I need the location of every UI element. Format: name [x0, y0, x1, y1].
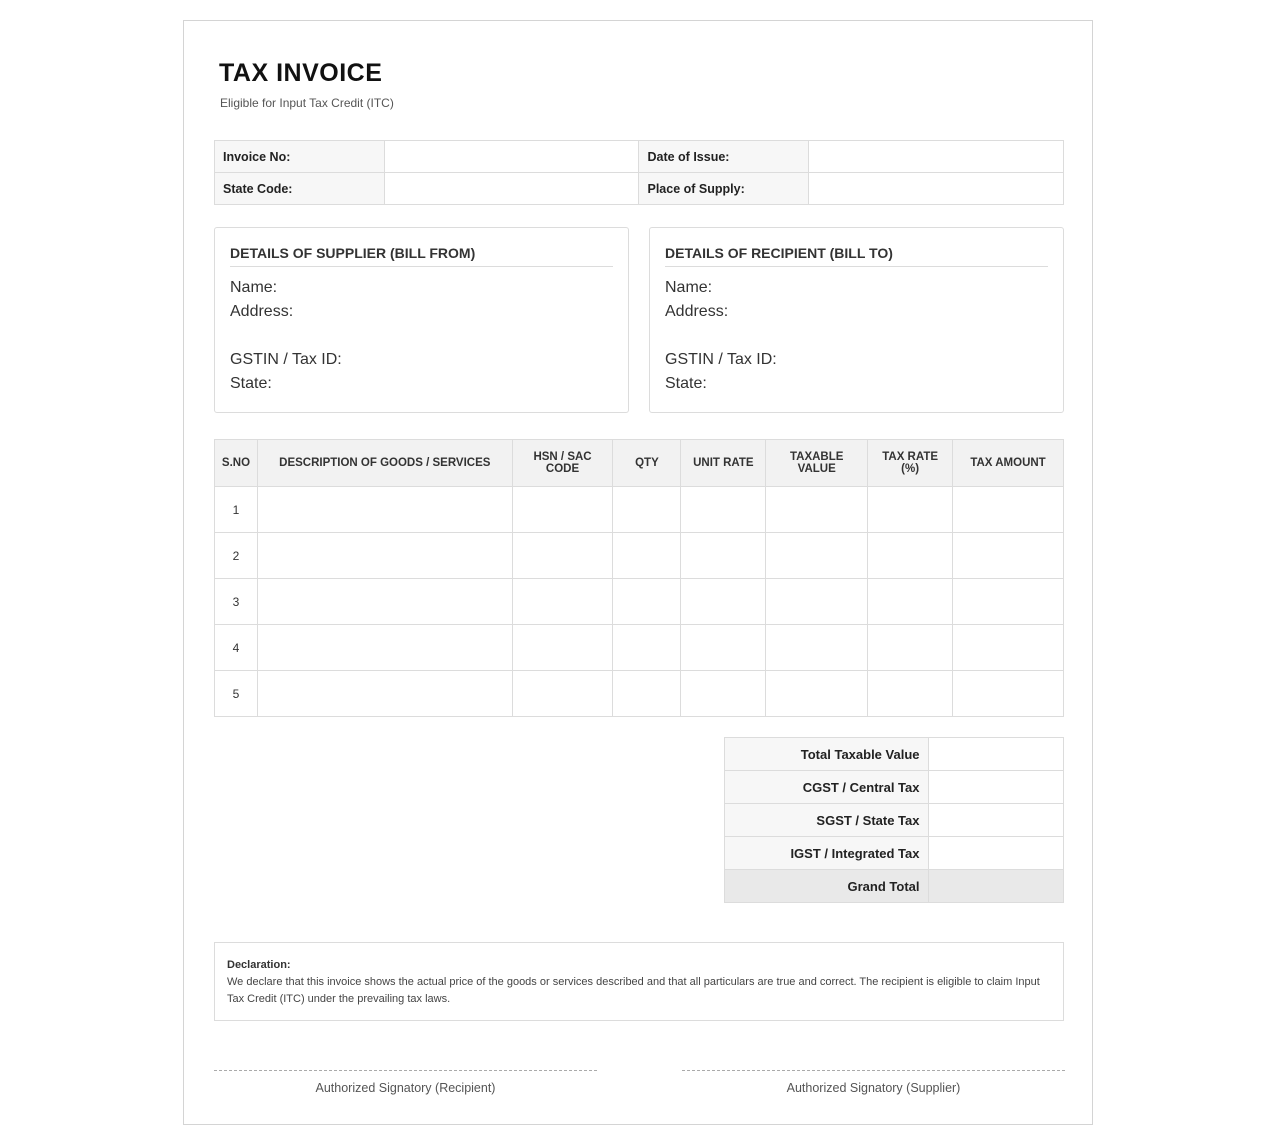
description-cell[interactable] — [257, 533, 512, 579]
row-number: 1 — [215, 487, 258, 533]
taxable-value-cell[interactable] — [766, 533, 868, 579]
table-row — [215, 671, 1064, 717]
hsn-cell[interactable] — [512, 533, 613, 579]
supplier-signature-line: Authorized Signatory (Supplier) — [682, 1070, 1065, 1095]
table-row — [215, 533, 1064, 579]
column-header-taxable-value: TAXABLE VALUE — [766, 440, 868, 487]
totals-row — [725, 804, 1064, 837]
column-header-tax-rate: TAX RATE (%) — [868, 440, 953, 487]
description-cell[interactable] — [257, 579, 512, 625]
description-cell[interactable] — [257, 671, 512, 717]
recipient-address-label: Address: — [665, 303, 729, 320]
declaration-heading: Declaration: — [227, 959, 291, 971]
totals-table — [724, 737, 1064, 903]
meta-row — [215, 173, 1064, 205]
invoice-no-label: Invoice No: — [215, 141, 385, 173]
tax-rate-cell[interactable] — [868, 533, 953, 579]
cgst-field[interactable] — [928, 771, 1064, 804]
sgst-label: SGST / State Tax — [725, 804, 929, 837]
qty-cell[interactable] — [613, 671, 681, 717]
recipient-details-box — [649, 227, 1064, 413]
place-of-supply-label: Place of Supply: — [639, 173, 809, 205]
grand-total-label: Grand Total — [725, 870, 929, 903]
supplier-name-label: Name: — [230, 279, 278, 296]
date-of-issue-field[interactable] — [809, 141, 1064, 173]
items-header-row — [215, 440, 1064, 487]
state-code-label: State Code: — [215, 173, 385, 205]
table-row — [215, 625, 1064, 671]
row-number: 5 — [215, 671, 258, 717]
recipient-state-label: State: — [665, 375, 707, 392]
invoice-no-field[interactable] — [384, 141, 639, 173]
total-taxable-value-field[interactable] — [928, 738, 1064, 771]
tax-amount-cell[interactable] — [953, 533, 1064, 579]
supplier-details-box — [214, 227, 629, 413]
items-table — [214, 439, 1064, 717]
sgst-field[interactable] — [928, 804, 1064, 837]
taxable-value-cell[interactable] — [766, 671, 868, 717]
unit-rate-cell[interactable] — [681, 671, 766, 717]
tax-amount-cell[interactable] — [953, 625, 1064, 671]
qty-cell[interactable] — [613, 625, 681, 671]
column-header-sno: S.NO — [215, 440, 258, 487]
column-header-hsn-sac: HSN / SAC CODE — [512, 440, 613, 487]
unit-rate-cell[interactable] — [681, 579, 766, 625]
tax-amount-cell[interactable] — [953, 579, 1064, 625]
supplier-heading: DETAILS OF SUPPLIER (BILL FROM) — [230, 228, 613, 267]
supplier-gstin-label: GSTIN / Tax ID: — [230, 351, 342, 368]
unit-rate-cell[interactable] — [681, 487, 766, 533]
recipient-signature-line: Authorized Signatory (Recipient) — [214, 1070, 597, 1095]
tax-amount-cell[interactable] — [953, 671, 1064, 717]
unit-rate-cell[interactable] — [681, 625, 766, 671]
meta-row — [215, 141, 1064, 173]
tax-amount-cell[interactable] — [953, 487, 1064, 533]
state-code-field[interactable] — [384, 173, 639, 205]
declaration-box — [214, 942, 1064, 1021]
qty-cell[interactable] — [613, 579, 681, 625]
hsn-cell[interactable] — [512, 625, 613, 671]
totals-row — [725, 771, 1064, 804]
row-number: 3 — [215, 579, 258, 625]
recipient-gstin-label: GSTIN / Tax ID: — [665, 351, 777, 368]
taxable-value-cell[interactable] — [766, 579, 868, 625]
recipient-heading: DETAILS OF RECIPIENT (BILL TO) — [665, 228, 1048, 267]
invoice-meta-table — [214, 140, 1064, 205]
grand-total-row — [725, 870, 1064, 903]
cgst-label: CGST / Central Tax — [725, 771, 929, 804]
hsn-cell[interactable] — [512, 579, 613, 625]
hsn-cell[interactable] — [512, 487, 613, 533]
invoice-subtitle: Eligible for Input Tax Credit (ITC) — [220, 96, 394, 110]
tax-rate-cell[interactable] — [868, 625, 953, 671]
row-number: 2 — [215, 533, 258, 579]
table-row — [215, 487, 1064, 533]
description-cell[interactable] — [257, 625, 512, 671]
column-header-unit-rate: UNIT RATE — [681, 440, 766, 487]
column-header-tax-amount: TAX AMOUNT — [953, 440, 1064, 487]
igst-label: IGST / Integrated Tax — [725, 837, 929, 870]
taxable-value-cell[interactable] — [766, 625, 868, 671]
qty-cell[interactable] — [613, 487, 681, 533]
row-number: 4 — [215, 625, 258, 671]
totals-row — [725, 837, 1064, 870]
invoice-title: TAX INVOICE — [219, 59, 383, 87]
totals-row — [725, 738, 1064, 771]
table-row — [215, 579, 1064, 625]
declaration-text: We declare that this invoice shows the actual price of the goods or services described and that all particulars are true and correct. The recipient is eligible to claim Input Tax Credit (ITC) under the prevailing tax laws. — [227, 976, 1040, 1005]
grand-total-field[interactable] — [928, 870, 1064, 903]
supplier-state-label: State: — [230, 375, 272, 392]
total-taxable-value-label: Total Taxable Value — [725, 738, 929, 771]
date-of-issue-label: Date of Issue: — [639, 141, 809, 173]
igst-field[interactable] — [928, 837, 1064, 870]
recipient-name-label: Name: — [665, 279, 713, 296]
place-of-supply-field[interactable] — [809, 173, 1064, 205]
tax-rate-cell[interactable] — [868, 579, 953, 625]
hsn-cell[interactable] — [512, 671, 613, 717]
invoice-page — [183, 20, 1093, 1125]
column-header-description: DESCRIPTION OF GOODS / SERVICES — [257, 440, 512, 487]
qty-cell[interactable] — [613, 533, 681, 579]
description-cell[interactable] — [257, 487, 512, 533]
supplier-address-label: Address: — [230, 303, 294, 320]
column-header-qty: QTY — [613, 440, 681, 487]
tax-rate-cell[interactable] — [868, 487, 953, 533]
unit-rate-cell[interactable] — [681, 533, 766, 579]
taxable-value-cell[interactable] — [766, 487, 868, 533]
tax-rate-cell[interactable] — [868, 671, 953, 717]
